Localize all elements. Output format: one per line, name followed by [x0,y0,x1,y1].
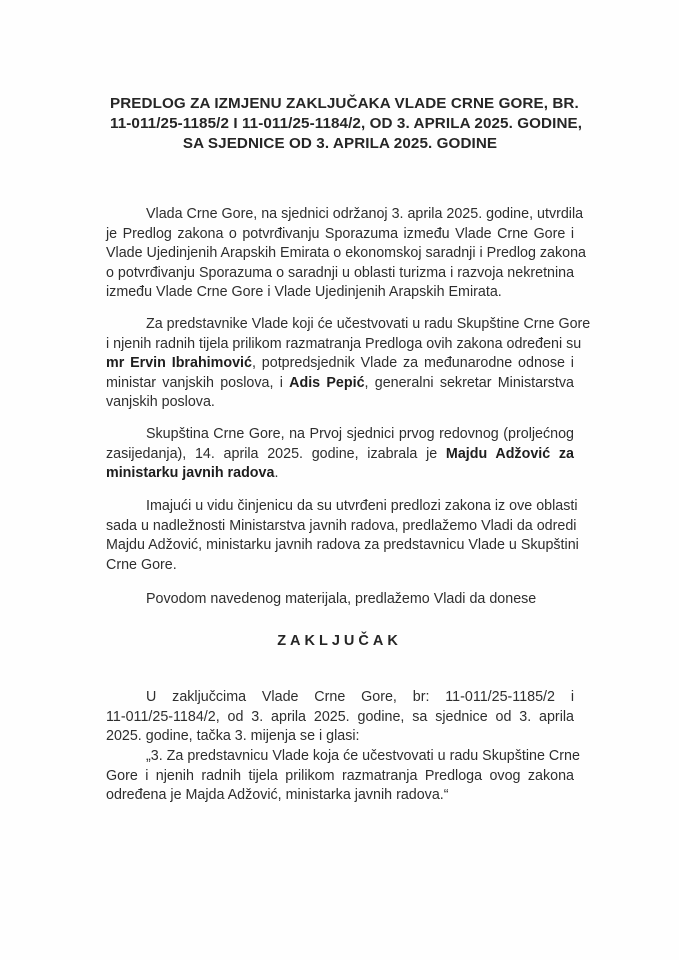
name-adis-pepic: Adis Pepić [289,374,365,391]
text-line: sada u nadležnosti Ministarstva javnih radova, predlažemo Vladi da odredi [106,517,577,534]
text-line: o potvrđivanju Sporazuma o saradnji u oblasti turizma i razvoja nekretnina [106,264,575,281]
conclusion-heading: ZAKLJUČAK [277,633,402,649]
text-line: U zaključcima Vlade Crne Gore, br: 11-011/25-1185/2 i [146,689,574,705]
paragraph-parliament-election [106,425,574,484]
paragraph-representatives [106,315,591,413]
text-line: mr Ervin Ibrahimović, potpredsjednik Vlade za međunarodne odnose i [106,355,574,372]
title-line: 11-011/25-1185/2 I 11-011/25-1184/2, OD 3. APRILA 2025. GODINE, [110,115,583,132]
text-line: 11-011/25-1184/2, od 3. aprila 2025. godine, sa sjednice od 3. aprila [106,708,574,725]
text-line: i njenih radnih tijela prilikom razmatranja Predloga ovih zakona određeni su [106,335,582,352]
text-line: Vlade Ujedinjenih Arapskih Emirata o ekonomskoj saradnji i Predlog zakona [106,245,587,262]
paragraph-motion [106,590,574,610]
text-line: Crne Gore. [106,556,177,573]
text-line: vanjskih poslova. [106,394,215,411]
text-line: „3. Za predstavnicu Vlade koja će učestvovati u radu Skupštine Crne [146,748,580,764]
text-line: Povodom navedenog materijala, predlažemo Vladi da donese [146,591,537,607]
text-line: ministarku javnih radova. [106,465,279,482]
text-line: Vlada Crne Gore, na sjednici održanoj 3. aprila 2025. godine, utvrdila [146,206,584,222]
text-line: ministar vanjskih poslova, i Adis Pepić, generalni sekretar Ministarstva [106,374,574,391]
text-line: Imajući u vidu činjenicu da su utvrđeni predlozi zakona iz ove oblasti [146,498,578,514]
text-line: 2025. godine, tačka 3. mijenja se i glasi: [106,728,360,745]
text-line: između Vlade Crne Gore i Vlade Ujedinjenih Arapskih Emirata. [106,284,502,301]
document-title [110,94,583,154]
text-line: Za predstavnike Vlade koji će učestvovati u radu Skupštine Crne Gore [146,316,591,332]
text-line: Majdu Adžović, ministarku javnih radova za predstavnicu Vlade u Skupštini [106,537,579,554]
title-line: SA SJEDNICE OD 3. APRILA 2025. GODINE [182,135,498,152]
name-ervin-ibrahimovic: mr Ervin Ibrahimović [106,355,252,372]
title-line: PREDLOG ZA IZMJENU ZAKLJUČAKA VLADE CRNE GORE, BR. [110,95,579,112]
text-line: određena je Majda Adžović, ministarka javnih radova.“ [106,787,449,804]
name-majda-adzovic: Majdu Adžović za [445,445,574,462]
text-line: zasijedanja), 14. aprila 2025. godine, izabrala je Majdu Adžović za [106,445,574,462]
text-line: je Predlog zakona o potvrđivanju Sporazuma između Vlade Crne Gore i [106,225,574,242]
paragraph-government-session [106,205,587,303]
paragraph-conclusion [106,688,574,747]
paragraph-proposal [106,497,579,575]
paragraph-amendment-quote [106,747,580,806]
text-line: Skupština Crne Gore, na Prvoj sjednici prvog redovnog (proljećnog [146,426,574,442]
text-line: Gore i njenih radnih tijela prilikom razmatranja Predloga ovog zakona [106,767,574,784]
